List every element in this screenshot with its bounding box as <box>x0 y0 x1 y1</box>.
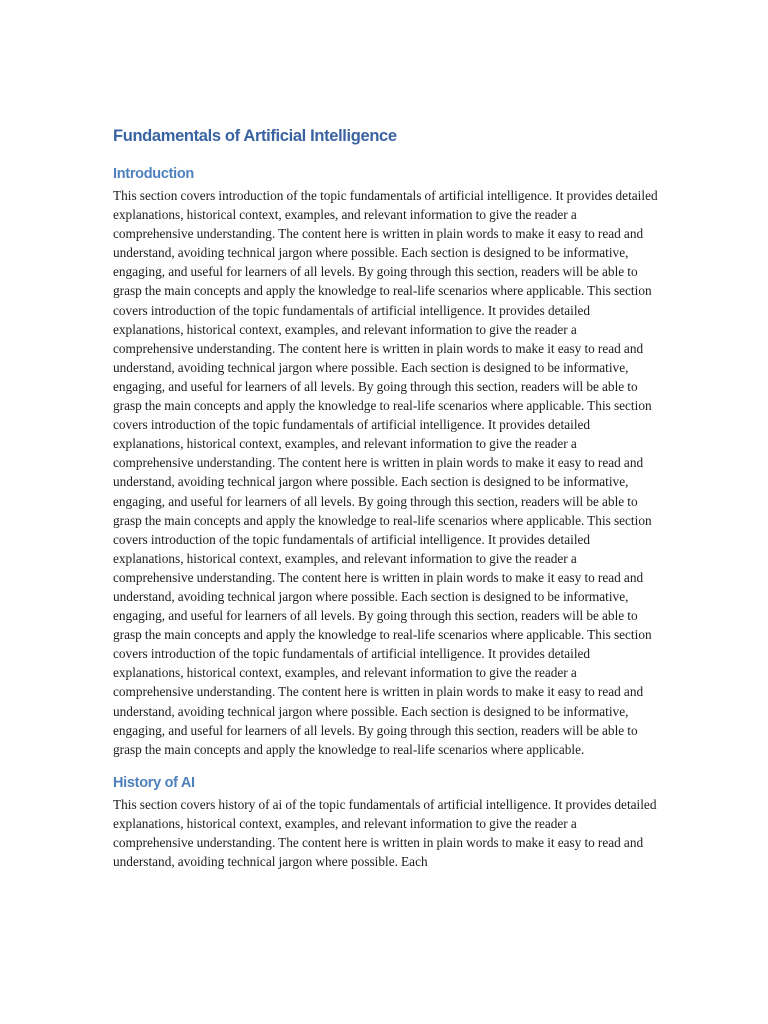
document-content <box>113 124 658 884</box>
section-heading: History of AI <box>113 774 195 791</box>
document-title: Fundamentals of Artificial Intelligence <box>113 127 397 145</box>
section-history-of-ai <box>113 772 658 871</box>
section-introduction <box>113 163 658 759</box>
section-heading: Introduction <box>113 166 194 182</box>
section-body: This section covers introduction of the topic fundamentals of artificial intelligence. It provides detailed explanations, historical context, examples, and relevant information to give the reader a comprehensive understanding. The content here is written in plain words to make it easy to read and understand, avoiding technical jargon where possible. Each section is designed to be informative, engaging, and useful for learners of all levels. By going through this section, readers will be able to grasp the main concepts and apply the knowledge to real-life scenarios where applicable. This section covers introduction of the topic fundamentals of artificial intelligence. It provides detailed explanations, historical context, examples, and relevant information to give the reader a comprehensive understanding. The content here is written in plain words to make it easy to read and understand, avoiding technical jargon where possible. Each section is designed to be informative, engaging, and useful for learners of all levels. By going through this section, readers will be able to grasp the main concepts and apply the knowledge to real-life scenarios where applicable. This section covers introduction of the topic fundamentals of artificial intelligence. It provides detailed explanations, historical context, examples, and relevant information to give the reader a comprehensive understanding. The content here is written in plain words to make it easy to read and understand, avoiding technical jargon where possible. Each section is designed to be informative, engaging, and useful for learners of all levels. By going through this section, readers will be able to grasp the main concepts and apply the knowledge to real-life scenarios where applicable. This section covers introduction of the topic fundamentals of artificial intelligence. It provides detailed explanations, historical context, examples, and relevant information to give the reader a comprehensive understanding. The content here is written in plain words to make it easy to read and understand, avoiding technical jargon where possible. Each section is designed to be informative, engaging, and useful for learners of all levels. By going through this section, readers will be able to grasp the main concepts and apply the knowledge to real-life scenarios where applicable. This section covers introduction of the topic fundamentals of artificial intelligence. It provides detailed explanations, historical context, examples, and relevant information to give the reader a comprehensive understanding. The content here is written in plain words to make it easy to read and understand, avoiding technical jargon where possible. Each section is designed to be informative, engaging, and useful for learners of all levels. By going through this section, readers will be able to grasp the main concepts and apply the knowledge to real-life scenarios where applicable. <box>113 188 658 757</box>
section-body: This section covers history of ai of the topic fundamentals of artificial intelligence. It provides detailed explanations, historical context, examples, and relevant information to give the reader a comprehensive understanding. The content here is written in plain words to make it easy to read and understand, avoiding technical jargon where possible. Each <box>113 796 657 870</box>
